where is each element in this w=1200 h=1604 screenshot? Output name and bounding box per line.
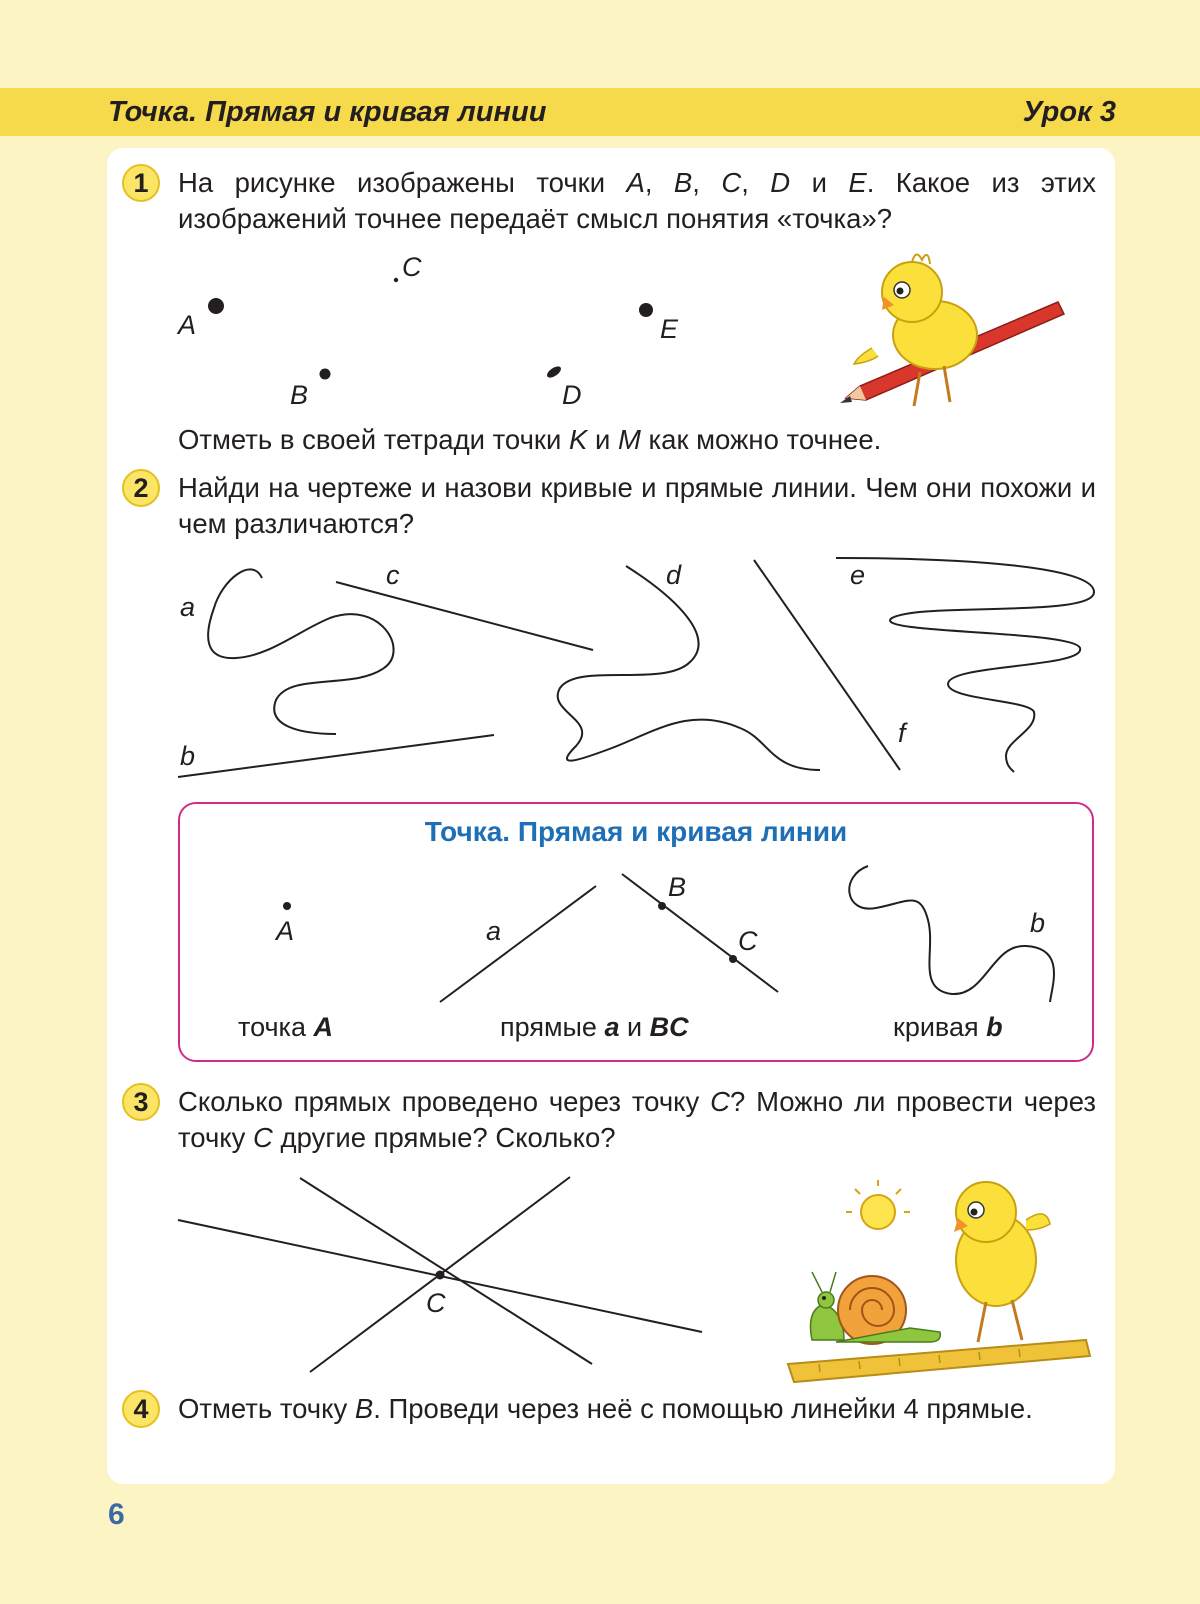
task-2-number: 2 [122,469,160,507]
point-d-label: D [562,380,582,410]
line-f-label: f [898,718,906,748]
rule-point-c-label: C [738,926,758,956]
chick-pencil-illustration [840,254,1064,406]
task-4-text: Отметь точку B. Проведи через неё с помощью линейки 4 прямые. [178,1393,1033,1424]
curve-e-label: e [850,560,866,590]
caption-curve: кривая b [893,1012,1003,1042]
task-1-note: Отметь в своей тетради точки K и M как можно точнее. [178,424,882,455]
point-a-dot [208,298,224,314]
page-title: Точка. Прямая и кривая линии [108,96,547,128]
task-1-text: На рисунке изображены точки A, B, C, D и E. Какое из этих изображений точнее передаёт смысл понятия «точка»? [178,167,1097,234]
task-3-point-c [436,1271,445,1280]
line-f [754,560,900,770]
rule-point-a-dot [283,902,291,910]
line-c-label: c [386,560,400,590]
point-e-label: E [660,314,679,344]
line-b [178,735,494,777]
task-2-text: Найди на чертеже и назови кривые и прямые линии. Чем они похожи и чем различаются? [178,472,1096,539]
rule-box-drawings [274,866,1054,1002]
page-number: 6 [108,1498,125,1531]
curve-e [836,558,1094,772]
caption-lines: прямые a и BC [500,1012,689,1042]
snail-chick-illustration [788,1180,1090,1382]
curve-a [208,569,393,734]
task-4-number: 4 [122,1390,160,1428]
rule-line-a-label: a [486,916,502,946]
point-b-label: B [290,380,309,410]
lesson-number: Урок 3 [1022,96,1116,128]
caption-point: точка A [238,1012,333,1042]
curve-a-label: a [180,592,196,622]
task-1-number: 1 [122,164,160,202]
point-c-label: C [402,252,422,282]
rule-point-b-label: B [668,872,687,902]
rule-line-a [440,886,596,1002]
point-c-dot [394,278,398,282]
rule-curve-b [849,866,1054,1002]
curve-d-label: d [666,560,682,590]
task-3-point-c-label: C [426,1288,446,1318]
task-2-lines [178,558,1094,777]
task-3-number: 3 [122,1083,160,1121]
point-b-dot [320,369,331,380]
line-b-label: b [180,741,196,771]
rule-box-title: Точка. Прямая и кривая линии [424,816,848,847]
rule-point-c-dot [729,955,737,963]
rule-curve-b-label: b [1030,908,1046,938]
line-c [336,582,593,650]
point-d-dot [545,364,563,380]
rule-point-b-dot [658,902,666,910]
point-e-dot [639,303,653,317]
point-a-label: A [178,310,197,340]
task-3-text: Сколько прямых проведено через точку C? Можно ли провести через точку C другие прямые? Сколько? [178,1086,1096,1153]
task-1-points [176,252,679,410]
rule-point-a-label: A [276,916,295,946]
